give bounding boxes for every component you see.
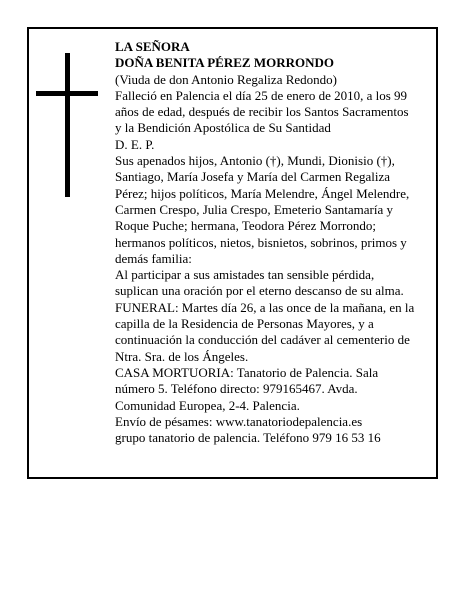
death-paragraph: Falleció en Palencia el día 25 de enero de 2010, a los 99 años de edad, después de recibir los Santos Sacramentos y la Bendición Apostólica de Su Santidad	[115, 87, 409, 136]
notice-text	[115, 39, 415, 446]
group-line: grupo tanatorio de palencia. Teléfono 979 16 53 16	[115, 430, 381, 446]
deceased-name: DOÑA BENITA PÉREZ MORRONDO	[115, 55, 334, 71]
dep-line: D. E. P.	[115, 136, 155, 152]
cross-horizontal-bar	[36, 91, 98, 96]
cross-vertical-bar	[65, 53, 70, 197]
widow-line: (Viuda de don Antonio Regaliza Redondo)	[115, 71, 337, 87]
condolences-line: Envío de pésames: www.tanatoriodepalencia.es	[115, 413, 363, 429]
funeral-paragraph: FUNERAL: Martes día 26, a las once de la mañana, en la capilla de la Residencia de Personas Mayores, y a continuación la conducción del cadáver al cementerio de Ntra. Sra. de los Ángeles.	[115, 299, 415, 364]
notice-title: LA SEÑORA	[115, 39, 190, 54]
cross-icon	[36, 53, 98, 197]
request-paragraph: Al participar a sus amistades tan sensible pérdida, suplican una oración por el eterno descanso de su alma.	[115, 267, 404, 299]
mortuary-paragraph: CASA MORTUORIA: Tanatorio de Palencia. Sala número 5. Teléfono directo: 979165467. Avda. Comunidad Europea, 2-4. Palencia.	[115, 364, 379, 413]
family-paragraph: Sus apenados hijos, Antonio (†), Mundi, Dionisio (†), Santiago, María Josefa y María del Carmen Regaliza Pérez; hijos políticos, María Melendre, Ángel Melendre, Carmen Crespo, Julia Crespo, Emeterio Santamaría y Roque Puche; hermana, Teodora Pérez Morrondo; hermanos políticos, nietos, bisnietos, sobrinos, primos y demás familia:	[115, 153, 410, 266]
